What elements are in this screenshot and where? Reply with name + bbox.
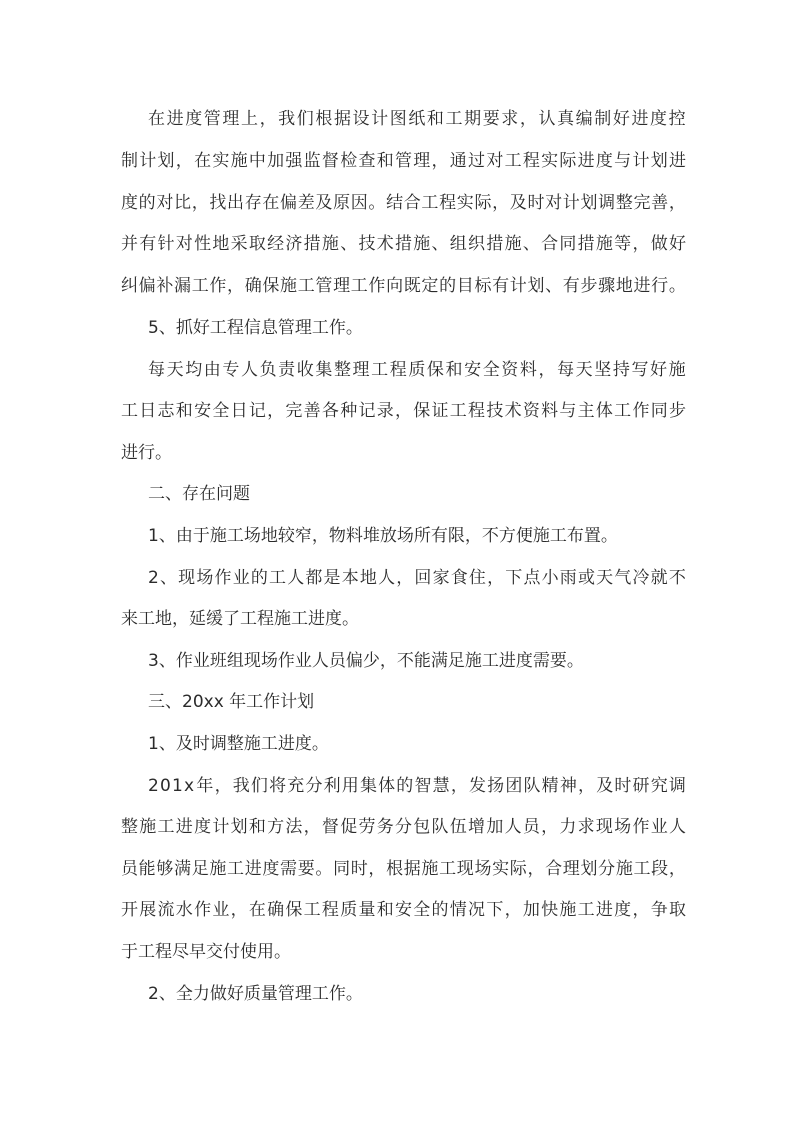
paragraph-1-line-4: 并 有 针 对 性 地 采 取 经 济 措 施 、 技 术 措 施 、 组 织 措 施 、 合 同 措 施 等 ， 做 好 [121,234,686,254]
section-heading-problems: 二、存在问题 [148,484,250,504]
plan-item-1-body-line-4: 开 展 流 水 作 业 ， 在 确 保 工 程 质 量 和 安 全 的 情 况 下 ， 加 快 施 工 进 度 ， 争 取 [121,900,686,920]
problem-item-2-line-1: 2 、 现 场 作 业 的 工 人 都 是 本 地 人 ， 回 家 食 住 ， 下 点 小 雨 或 天 气 冷 就 不 [148,568,686,588]
problem-item-2-line-2: 来工地，延缓了工程施工进度。 [121,609,359,629]
problem-item-3: 3、作业班组现场作业人员偏少，不能满足施工进度需要。 [148,651,584,671]
paragraph-1-line-3: 度 的 对 比 ， 找 出 存 在 偏 差 及 原 因 。 结 合 工 程 实 际 ， 及 时 对 计 划 调 整 完 善 ， [121,193,686,213]
plan-item-1-body-line-5: 于工程尽早交付使用。 [121,942,291,962]
plan-item-2-heading: 2、全力做好质量管理工作。 [148,984,363,1004]
paragraph-3-line-1: 每 天 均 由 专 人 负 责 收 集 整 理 工 程 质 保 和 安 全 资 料 ， 每 天 坚 持 写 好 施 [148,360,686,380]
plan-item-1-body-line-3: 员 能 够 满 足 施 工 进 度 需 要 。 同 时 ， 根 据 施 工 现 场 实 际 ， 合 理 划 分 施 工 段 ， [121,859,686,879]
plan-item-1-body-line-1: 2 0 1 x 年 ， 我 们 将 充 分 利 用 集 体 的 智 慧 ， 发 扬 团 队 精 神 ， 及 时 研 究 调 [148,776,686,796]
paragraph-1-line-5: 纠 偏 补 漏 工 作 ， 确 保 施 工 管 理 工 作 向 既 定 的 目 标 有 计 划 、 有 步 骤 地 进 行 。 [121,276,686,296]
plan-item-1-heading: 1、及时调整施工进度。 [148,734,329,754]
problem-item-1: 1、由于施工场地较窄，物料堆放场所有限，不方便施工布置。 [148,526,618,546]
section-heading-work-plan: 三、20xx 年工作计划 [148,692,315,712]
paragraph-1-line-1: 在 进 度 管 理 上 ， 我 们 根 据 设 计 图 纸 和 工 期 要 求 ， 认 真 编 制 好 进 度 控 [148,109,686,129]
paragraph-3-line-2: 工 日 志 和 安 全 日 记 ， 完 善 各 种 记 录 ， 保 证 工 程 技 术 资 料 与 主 体 工 作 同 步 [121,401,686,421]
paragraph-3-line-3: 进行。 [121,443,172,463]
plan-item-1-body-line-2: 整 施 工 进 度 计 划 和 方 法 ， 督 促 劳 务 分 包 队 伍 增 加 人 员 ， 力 求 现 场 作 业 人 [121,817,686,837]
paragraph-1-line-2: 制 计 划 ， 在 实 施 中 加 强 监 督 检 查 和 管 理 ， 通 过 对 工 程 实 际 进 度 与 计 划 进 [121,151,686,171]
section-heading-5: 5、抓好工程信息管理工作。 [148,318,363,338]
